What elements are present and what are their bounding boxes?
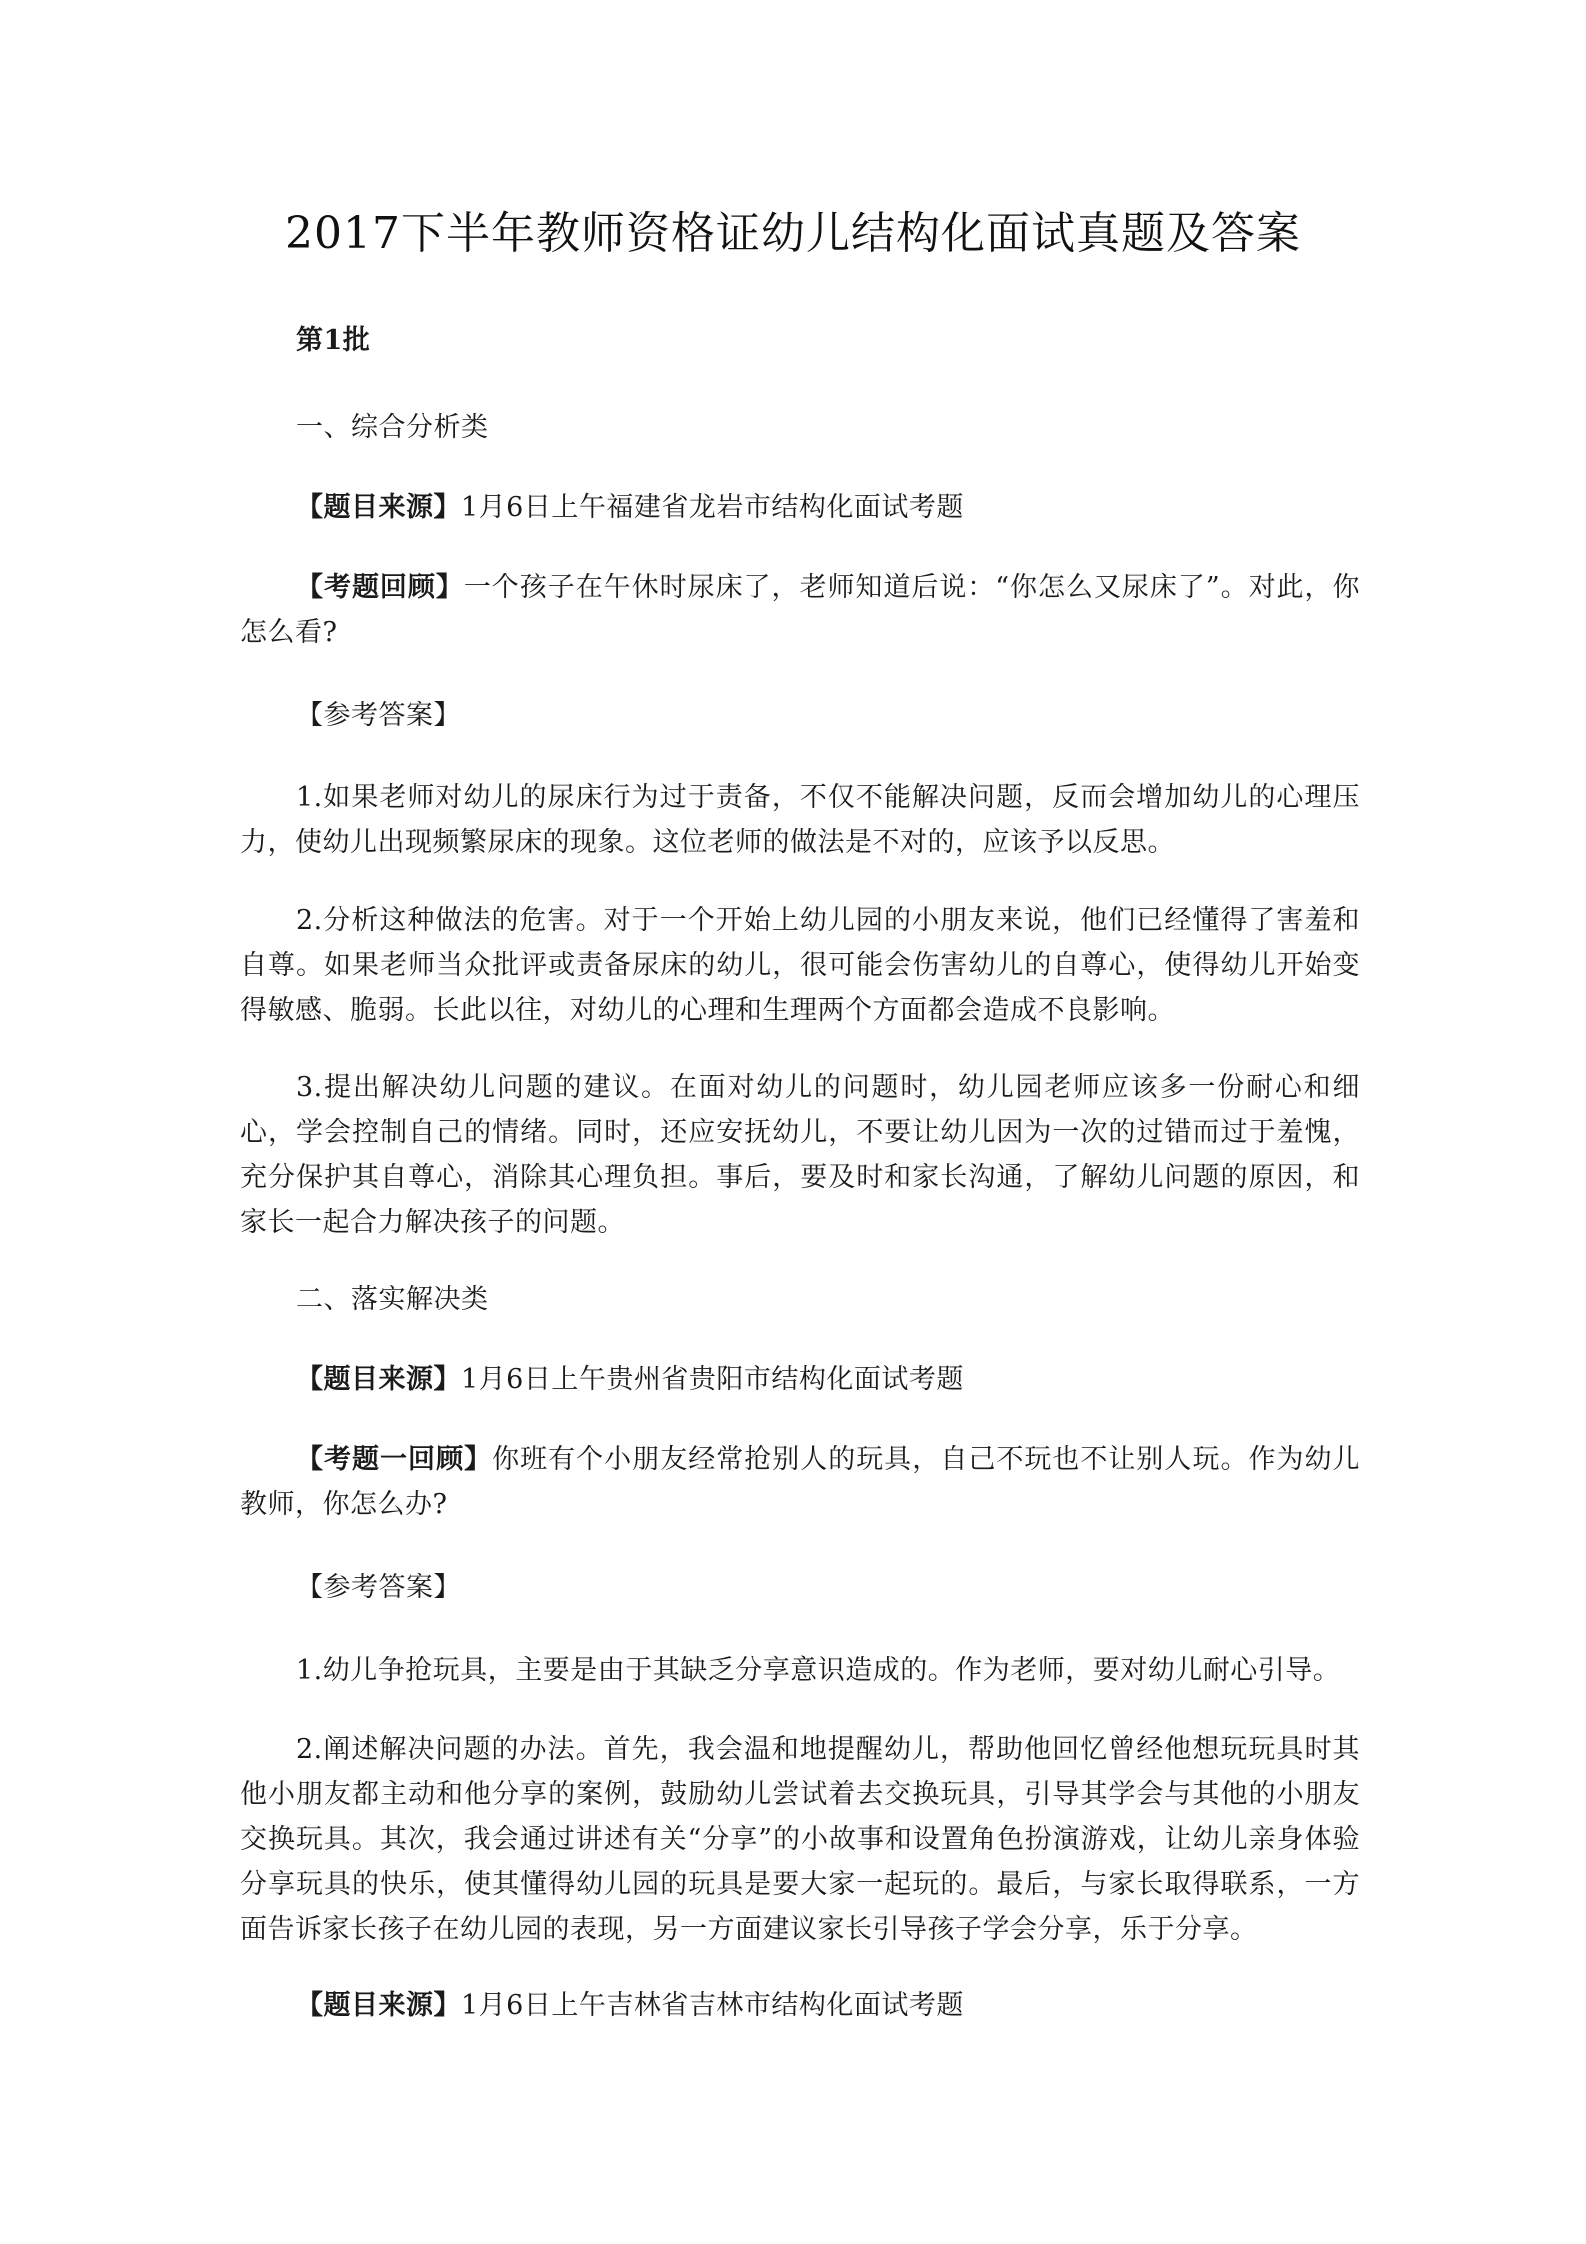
- question-paragraph-2: [240, 1437, 1360, 1527]
- question-tag: 【考题回顾】: [296, 572, 464, 603]
- question-paragraph-1: [240, 565, 1360, 655]
- source-text: 1月6日上午福建省龙岩市结构化面试考题: [461, 492, 964, 523]
- answer-paragraph: 1.幼儿争抢玩具，主要是由于其缺乏分享意识造成的。作为老师，要对幼儿耐心引导。: [296, 1655, 1341, 1686]
- section-heading-2: 二、落实解决类: [296, 1284, 489, 1315]
- answer-paragraph: 3.提出解决幼儿问题的建议。在面对幼儿的问题时，幼儿园老师应该多一份耐心和细心，学会控制自己的情绪。同时，还应安抚幼儿，不要让幼儿因为一次的过错而过于羞愧，充分保护其自尊心，消除其心理负担。事后，要及时和家长沟通，了解幼儿问题的原因，和家长一起合力解决孩子的问题。: [240, 1072, 1360, 1238]
- source-tag: 【题目来源】: [296, 1364, 461, 1395]
- section-heading-1: 一、综合分析类: [296, 412, 489, 443]
- source-tag: 【题目来源】: [296, 492, 461, 523]
- source-line-3: [240, 1983, 1360, 2028]
- source-text: 1月6日上午吉林省吉林市结构化面试考题: [461, 1990, 964, 2021]
- question-text: 一个孩子在午休时尿床了，老师知道后说：“你怎么又尿床了”。对此，你怎么看?: [240, 572, 1360, 648]
- source-line-1: [240, 485, 1360, 530]
- source-line-2: [240, 1357, 1360, 1402]
- answer-tag-2: 【参考答案】: [296, 1572, 461, 1603]
- answer-paragraph: 2.分析这种做法的危害。对于一个开始上幼儿园的小朋友来说，他们已经懂得了害羞和自尊。如果老师当众批评或责备尿床的幼儿，很可能会伤害幼儿的自尊心，使得幼儿开始变得敏感、脆弱。长此以往，对幼儿的心理和生理两个方面都会造成不良影响。: [240, 905, 1360, 1026]
- question-tag: 【考题一回顾】: [296, 1444, 493, 1475]
- answer-paragraph: 2.阐述解决问题的办法。首先，我会温和地提醒幼儿，帮助他回忆曾经他想玩玩具时其他小朋友都主动和他分享的案例，鼓励幼儿尝试着去交换玩具，引导其学会与其他的小朋友交换玩具。其次，我会通过讲述有关“分享”的小故事和设置角色扮演游戏，让幼儿亲身体验分享玩具的快乐，使其懂得幼儿园的玩具是要大家一起玩的。最后，与家长取得联系，一方面告诉家长孩子在幼儿园的表现，另一方面建议家长引导孩子学会分享，乐于分享。: [240, 1734, 1360, 1945]
- question-text: 你班有个小朋友经常抢别人的玩具，自己不玩也不让别人玩。作为幼儿教师，你怎么办?: [240, 1444, 1361, 1520]
- answer-tag-1: 【参考答案】: [296, 700, 461, 731]
- source-tag: 【题目来源】: [296, 1990, 461, 2021]
- batch-label: 第1批: [296, 325, 371, 356]
- answer-paragraph: 1.如果老师对幼儿的尿床行为过于责备，不仅不能解决问题，反而会增加幼儿的心理压力，使幼儿出现频繁尿床的现象。这位老师的做法是不对的，应该予以反思。: [240, 782, 1360, 858]
- source-text: 1月6日上午贵州省贵阳市结构化面试考题: [461, 1364, 964, 1395]
- page-title: 2017下半年教师资格证幼儿结构化面试真题及答案: [285, 208, 1301, 259]
